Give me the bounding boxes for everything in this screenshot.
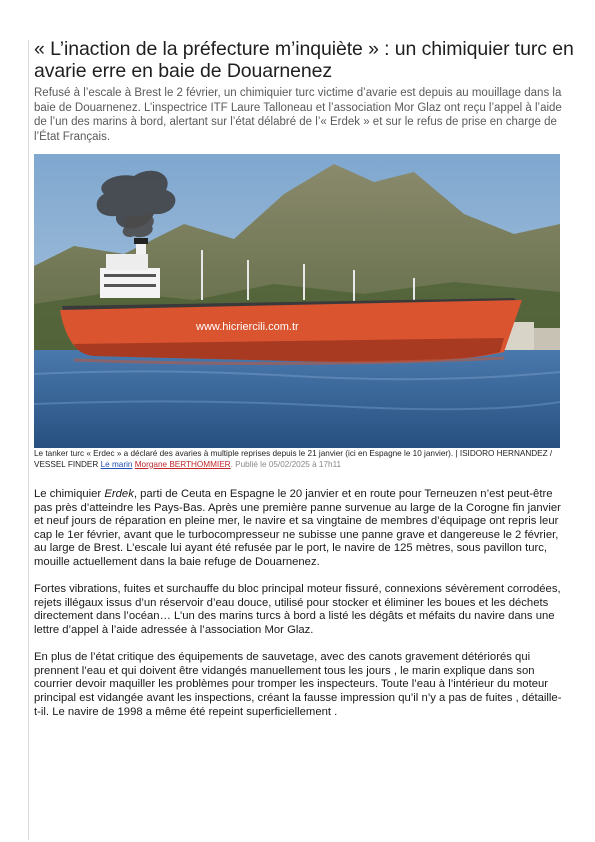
author-link[interactable]: Morgane BERTHOMMIER <box>134 459 231 469</box>
photo-caption <box>34 449 560 470</box>
paragraph-1-start: Le chimiquier <box>34 488 105 500</box>
publish-date: . Publié le 05/02/2025 à 17h11 <box>230 459 342 469</box>
paragraph-2: Fortes vibrations, fuites et surchauffe du bloc principal moteur fissuré, connexions sévèrement corrodées, rejets illégaux issus d’un réservoir d’eau douce, utilisé pour stocker et éliminer les boues et les déchets directement dans l’océan… L’un des marins turcs à bord a listé les dégâts et méfaits du navire dans une lettre d’appel à l’aide adressée à l’association Mor Glaz. <box>34 583 561 636</box>
left-rule <box>28 40 29 840</box>
section-link[interactable]: Le marin <box>100 459 133 469</box>
paragraph-1 <box>34 488 562 570</box>
article-body <box>34 488 562 733</box>
hull-text: www.hicriercili.com.tr <box>196 321 299 333</box>
ship-name: Erdek <box>104 488 134 500</box>
article-lead: Refusé à l’escale à Brest le 2 février, un chimiquier turc victime d’avarie est depuis au mouillage dans la baie de Douarnenez. L’inspectrice ITF Laure Talloneau et l’association Mor Glaz ont reçu l’appel à l’aide de l’un des marins à bord, alertant sur l’état délabré de l’« Erdek » et sur le refus de prise en charge de l’État Français. <box>34 87 562 143</box>
article-title: « L’inaction de la préfecture m’inquiète » : un chimiquier turc en avarie erre en baie de Douarnenez <box>34 38 574 82</box>
article-photo <box>34 154 560 448</box>
paragraph-3: En plus de l’état critique des équipements de sauvetage, avec des canots gravement détériorés qui prennent l’eau et qui doivent être vidangés manuellement tous les jours , le marin explique dans son courrier devoir maquiller les problèmes pour tromper les inspecteurs. Toute l’eau à l’intérieur du moteur principal est vidangée avant les inspections, créant la fausse impression qu’il n’y a pas de fuites , détaille-t-il. Le navire de 1998 a même été repeint superficiellement . <box>34 651 562 718</box>
paragraph-1-rest: , parti de Ceuta en Espagne le 20 janvier et en route pour Terneuzen n’est peut-être pas près d’atteindre les Pays-Bas. Après une première panne survenue au large de la Corogne fin janvier et neuf jours de réparation en pleine mer, le navire et sa vingtaine de membres d’équipage ont repris leur cap le 1er février, avant que le turbocompresseur ne subisse une panne grave et dangereuse le 2 février, au large de Brest. L’escale lui ayant été refusée par le port, le navire de 125 mètres, sous pavillon turc, mouille actuellement dans la baie refuge de Douarnenez. <box>34 488 561 568</box>
caption-text: Le tanker turc « Erdec » a déclaré des avaries à multiple reprises depuis le 21 janvier (ici en Espagne le 10 janvier). | ISIDORO HERNANDEZ / VESSEL FINDER <box>34 449 553 469</box>
